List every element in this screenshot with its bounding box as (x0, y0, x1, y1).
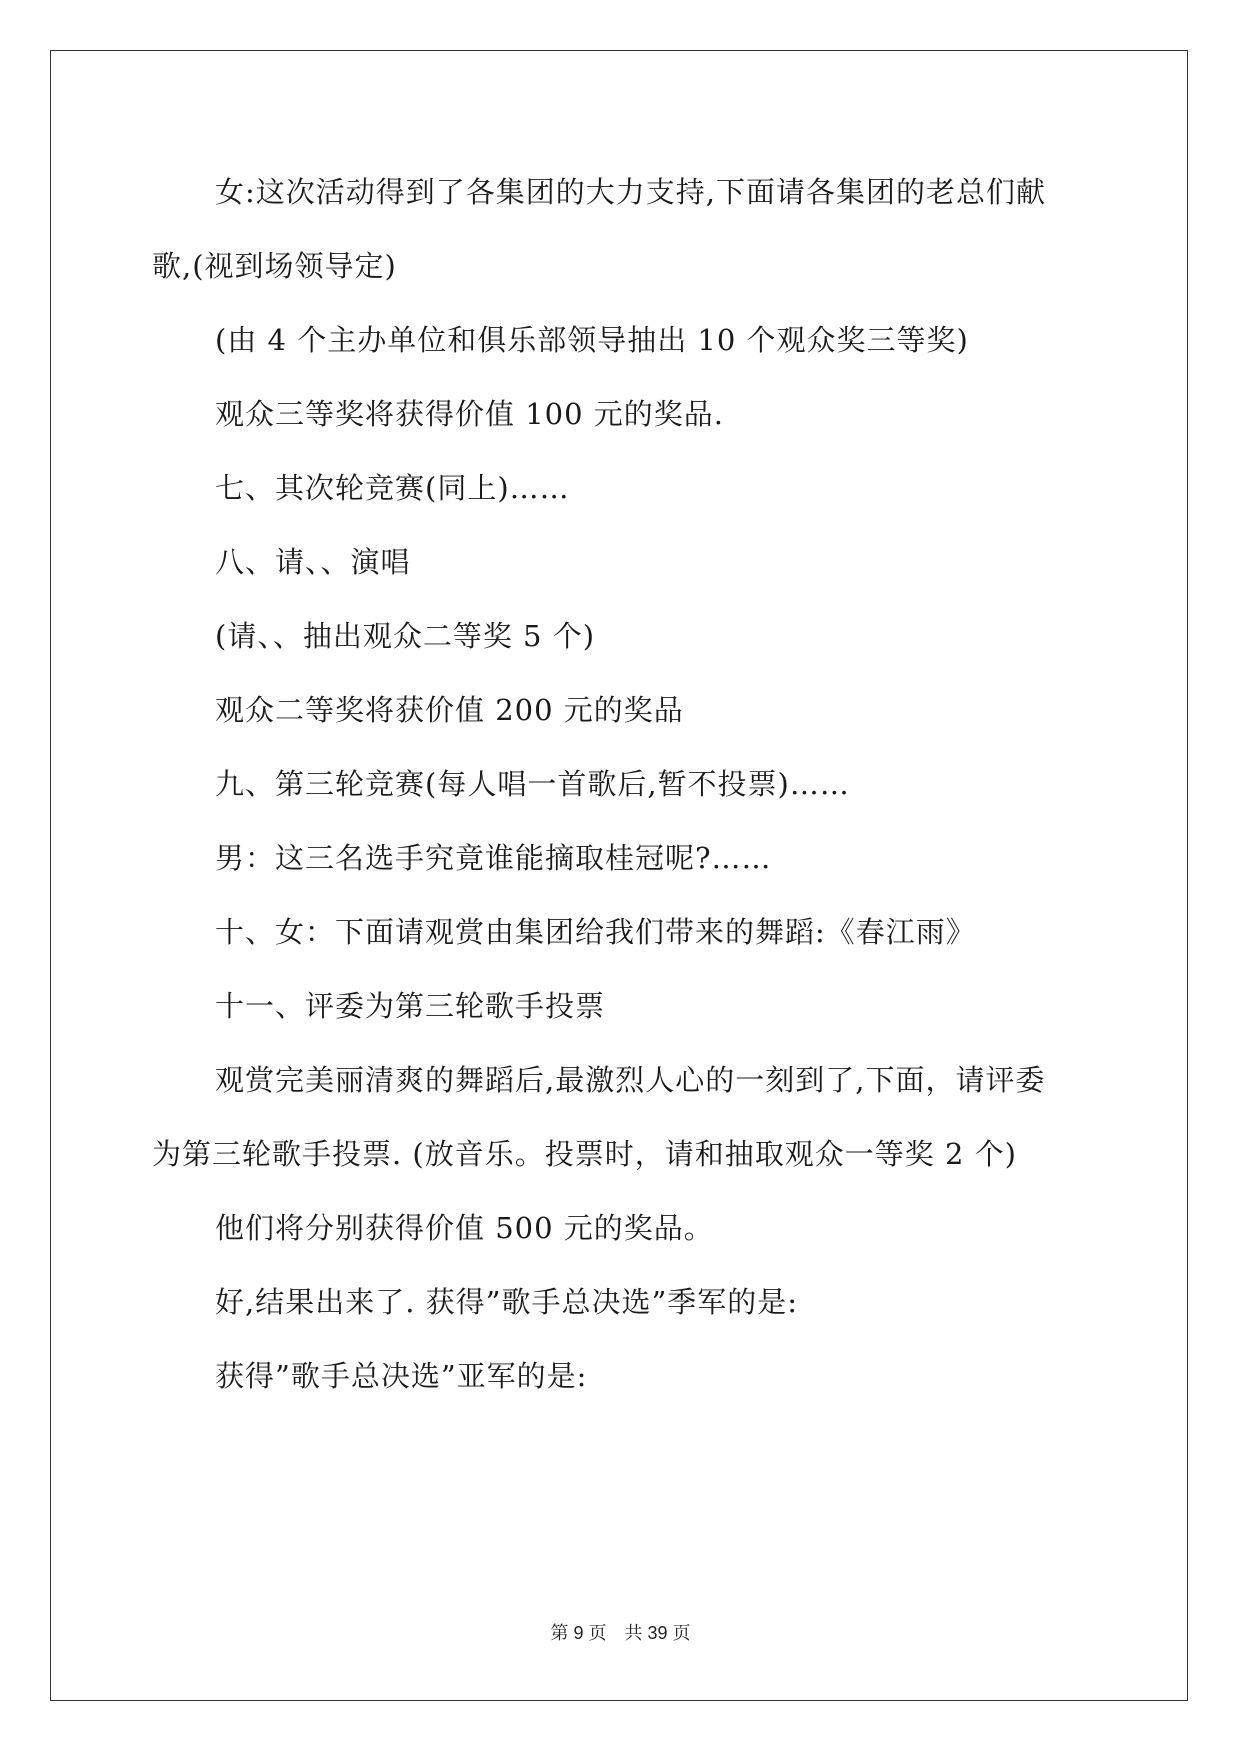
text-line: 女:这次活动得到了各集团的大力支持,下面请各集团的老总们献 (215, 175, 1046, 209)
text-line: 八、请、、演唱 (215, 545, 411, 579)
text-line: 十一、评委为第三轮歌手投票 (215, 989, 606, 1023)
text-line: 歌,(视到场领导定) (152, 249, 397, 283)
text-line: 观众二等奖将获价值 200 元的奖品 (215, 693, 684, 727)
text-line: 为第三轮歌手投票. (放音乐。投票时，请和抽取观众一等奖 2 个) (152, 1137, 1017, 1171)
text-line: (请、、抽出观众二等奖 5 个) (215, 619, 596, 653)
text-line: (由 4 个主办单位和俱乐部领导抽出 10 个观众奖三等奖) (215, 323, 969, 357)
text-line: 七、其次轮竞赛(同上)…… (215, 471, 570, 505)
text-line: 获得”歌手总决选”亚军的是: (215, 1359, 588, 1393)
text-line: 男：这三名选手究竟谁能摘取桂冠呢?…… (215, 841, 772, 875)
text-line: 观众三等奖将获得价值 100 元的奖品. (215, 397, 725, 431)
text-line: 好,结果出来了. 获得”歌手总决选”季军的是: (215, 1285, 799, 1319)
page-number-footer: 第 9 页 共 39 页 (550, 1623, 691, 1643)
text-line: 观赏完美丽清爽的舞蹈后,最激烈人心的一刻到了,下面，请评委 (215, 1063, 1046, 1097)
text-line: 他们将分别获得价值 500 元的奖品。 (215, 1211, 714, 1245)
text-line: 九、第三轮竞赛(每人唱一首歌后,暂不投票)…… (215, 767, 850, 801)
text-line: 十、女：下面请观赏由集团给我们带来的舞蹈:《春江雨》 (215, 915, 976, 949)
